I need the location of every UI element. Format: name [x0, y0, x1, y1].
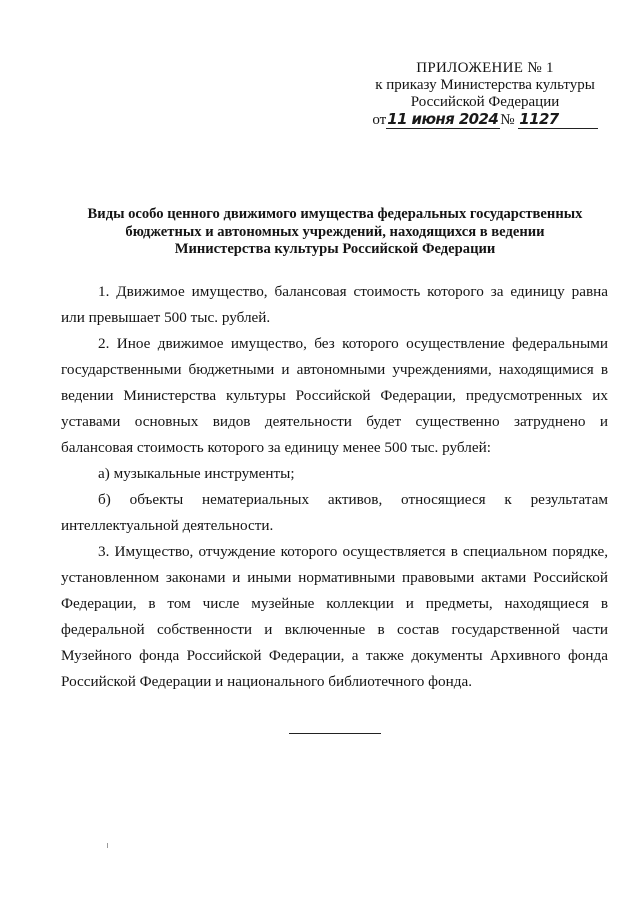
item-2: 2. Иное движимое имущество, без которого осуществление федеральными государственными бюджетными и автономными учреждениями, находящимися в ведении Министерства культуры Российской Федерации, предусмотренных их уставами основных видов деятельности будет существенно затруднено и балансовая стоимость которого за единицу менее 500 тыс. рублей: [61, 335, 608, 456]
scan-artifact-mark [107, 843, 108, 848]
item-3: 3. Имущество, отчуждение которого осуществляется в специальном порядке, установленном законами и иными нормативными правовыми актами Российской Федерации, в том числе музейные коллекции и предметы, находящиеся в федеральной собственности и включенные в состав государственной части Музейного фонда Российской Федерации, а также документы Архивного фонда Российской Федерации и национального библиотечного фонда. [61, 543, 608, 690]
appendix-block [360, 60, 610, 129]
order-date-number-line [372, 111, 597, 129]
handwritten-number: 1127 [518, 110, 597, 129]
date-prefix: от [372, 112, 387, 128]
appendix-order-line: к приказу Министерства культуры [375, 77, 595, 93]
document-heading [62, 206, 608, 259]
item-2-subitem-b: б) объекты нематериальных активов, относящиеся к результатам интеллектуальной деятельности. [61, 491, 608, 534]
heading-line-1: Виды особо ценного движимого имущества федеральных государственных [87, 206, 583, 222]
heading-line-2: бюджетных и автономных учреждений, находящихся в ведении [125, 223, 545, 240]
appendix-title: ПРИЛОЖЕНИЕ № 1 [416, 60, 554, 76]
item-2-subitem-a: а) музыкальные инструменты; [98, 465, 295, 482]
number-prefix: № [500, 112, 515, 128]
item-1: 1. Движимое имущество, балансовая стоимость которого за единицу равна или превышает 500 тыс. рублей. [61, 283, 608, 326]
appendix-ministry-line: Российской Федерации [410, 94, 560, 110]
handwritten-date: 11 июня 2024 [387, 110, 499, 128]
document-body [61, 279, 608, 695]
end-divider-line [289, 733, 381, 734]
heading-line-3: Министерства культуры Российской Федерации [174, 241, 496, 257]
